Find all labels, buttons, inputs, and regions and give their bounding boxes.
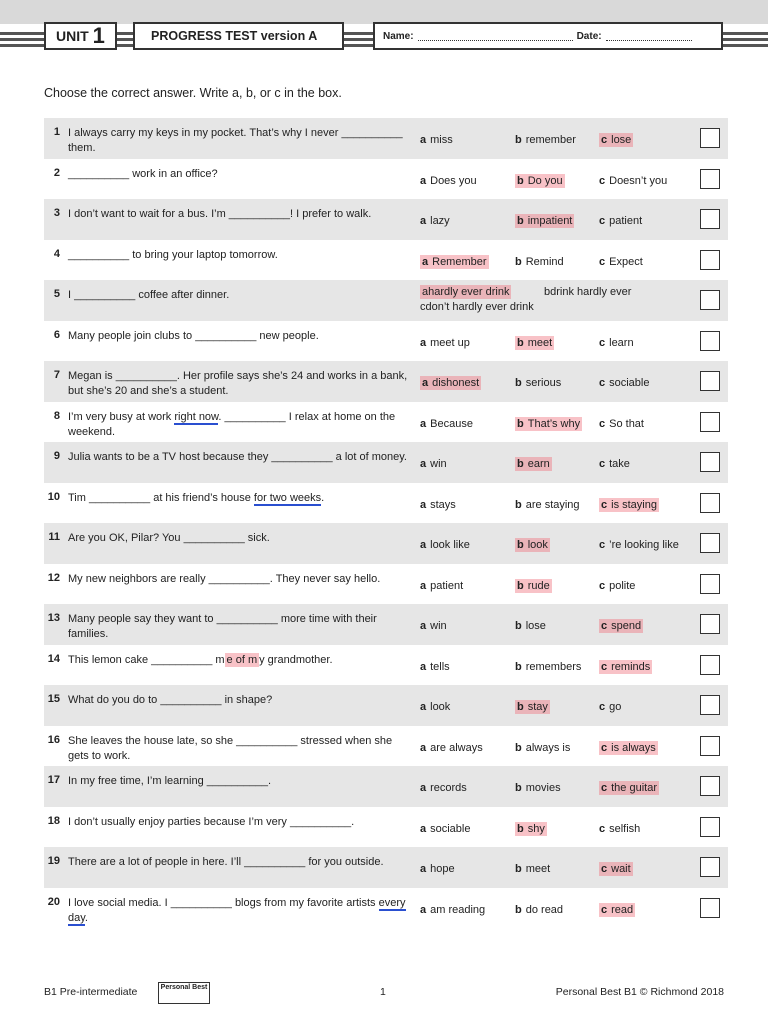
option-b[interactable]: b always is <box>515 741 571 754</box>
question-text-part: This lemon cake __________ m <box>68 653 225 666</box>
name-date-box <box>373 22 723 50</box>
option-c[interactable]: c Doesn’t you <box>599 174 668 187</box>
answer-box[interactable] <box>700 452 720 472</box>
question-number: 20 <box>47 895 60 908</box>
unit-box <box>44 22 117 50</box>
answer-box[interactable] <box>700 169 720 189</box>
option-a[interactable]: a am reading <box>420 903 486 916</box>
option-a[interactable]: a look like <box>420 539 470 551</box>
option-b[interactable]: b meet <box>515 863 551 875</box>
date-field[interactable] <box>606 32 692 41</box>
option-b[interactable]: b serious <box>515 377 562 389</box>
question-number: 15 <box>47 693 60 705</box>
option-b[interactable]: b look <box>517 539 548 551</box>
answer-box[interactable] <box>700 493 720 513</box>
answer-box[interactable] <box>700 857 720 877</box>
answer-box[interactable] <box>700 736 720 756</box>
question-row <box>44 766 728 807</box>
option-c[interactable]: c spend <box>601 620 642 632</box>
question-number: 18 <box>47 814 60 827</box>
answer-box[interactable] <box>700 128 720 148</box>
question-row <box>44 564 728 605</box>
option-c[interactable]: c take <box>599 458 630 470</box>
option-a[interactable]: a Because <box>420 417 473 430</box>
question-number: 11 <box>48 531 60 543</box>
question-text-part: Tim __________ at his friend’s house <box>68 491 254 504</box>
option-b[interactable]: b Remind <box>515 255 564 268</box>
answer-box[interactable] <box>700 290 720 310</box>
option-c[interactable]: c polite <box>599 579 636 592</box>
instructions: Choose the correct answer. Write a, b, or c in the box. <box>44 86 342 100</box>
option-a[interactable]: a stays <box>420 498 456 511</box>
question-row <box>44 726 728 767</box>
option-c[interactable]: c reminds <box>601 660 651 673</box>
question-list <box>44 118 728 928</box>
option-c[interactable]: c the guitar <box>601 782 657 794</box>
question-text-part: Many people say they want to __________ more time with their families. <box>68 613 377 640</box>
question-row <box>44 280 728 321</box>
question-row <box>44 847 728 888</box>
answer-box[interactable] <box>700 614 720 634</box>
personal-best-logo: Personal Best <box>158 982 210 1004</box>
question-text-part: I’m very busy at work <box>68 410 175 423</box>
question-text-part: She leaves the house late, so she __________ stressed when she gets to work. <box>68 734 393 762</box>
option-b[interactable]: b remember <box>515 134 576 146</box>
option-b[interactable]: b shy <box>517 822 545 835</box>
option-c[interactable]: c selfish <box>599 822 641 835</box>
question-number: 19 <box>47 855 60 867</box>
question-text <box>68 774 413 789</box>
option-c[interactable]: c wait <box>601 863 631 875</box>
question-text-part: . __________ I relax at home on the weekend. <box>68 410 396 438</box>
answer-box[interactable] <box>700 371 720 391</box>
answer-box[interactable] <box>700 574 720 594</box>
underlined-phrase: every day <box>68 896 406 924</box>
question-number: 2 <box>53 166 60 179</box>
question-number: 4 <box>53 247 60 260</box>
question-number: 17 <box>47 774 60 786</box>
option-a[interactable]: a hope <box>420 863 455 875</box>
option-b[interactable]: b Do you <box>517 174 563 187</box>
answer-box[interactable] <box>700 776 720 796</box>
question-text-part: What do you do to __________ in shape? <box>68 694 273 706</box>
question-text-part: I always carry my keys in my pocket. That’s why I never __________ them. <box>68 127 403 154</box>
question-text-part: Many people join clubs to __________ new people. <box>68 329 319 342</box>
unit-number: 1 <box>92 23 105 48</box>
option-a[interactable]: a records <box>420 782 467 794</box>
option-a[interactable]: a dishonest <box>422 377 480 389</box>
question-row <box>44 402 728 443</box>
option-b[interactable]: b lose <box>515 620 546 632</box>
question-row <box>44 159 728 200</box>
question-row <box>44 888 728 929</box>
unit-label: UNIT <box>56 28 89 44</box>
option-a[interactable]: a miss <box>420 134 453 146</box>
question-row <box>44 604 728 645</box>
question-text-part: __________ to bring your laptop tomorrow. <box>68 248 278 261</box>
option-b[interactable]: b do read <box>515 903 564 916</box>
option-b[interactable]: b stay <box>517 701 548 713</box>
option-b[interactable]: bdrink hardly ever <box>544 286 632 298</box>
question-number: 10 <box>47 490 60 503</box>
answer-box[interactable] <box>700 898 720 918</box>
question-text-part: My new neighbors are really __________. They never say hello. <box>68 572 381 585</box>
option-a[interactable]: a lazy <box>420 215 450 227</box>
question-text-part: I don’t usually enjoy parties because I’m very __________. <box>68 815 355 828</box>
option-a[interactable]: a meet up <box>420 336 470 349</box>
question-number: 6 <box>53 328 60 341</box>
question-number: 5 <box>53 288 60 300</box>
question-row <box>44 199 728 240</box>
option-b[interactable]: b movies <box>515 782 561 794</box>
question-number: 16 <box>47 733 60 746</box>
question-text-part: . <box>84 911 88 924</box>
option-b[interactable]: b are staying <box>515 498 580 511</box>
question-text <box>68 167 413 182</box>
option-c[interactable]: c is always <box>601 741 656 754</box>
question-text <box>68 693 413 708</box>
answer-box[interactable] <box>700 412 720 432</box>
answer-box[interactable] <box>700 250 720 270</box>
question-text-part: __________ work in an office? <box>68 167 218 180</box>
question-number: 9 <box>53 450 60 462</box>
option-c[interactable]: c go <box>599 701 622 713</box>
question-text-part: . <box>321 491 325 504</box>
answer-box[interactable] <box>700 331 720 351</box>
question-text <box>68 410 413 440</box>
option-c[interactable]: c Expect <box>599 255 643 268</box>
option-b[interactable]: b remembers <box>515 660 582 673</box>
question-text <box>68 491 413 506</box>
question-text <box>68 369 413 399</box>
option-b[interactable]: b rude <box>517 579 550 592</box>
underlined-phrase: right now <box>174 410 219 423</box>
question-row <box>44 685 728 726</box>
question-row <box>44 361 728 402</box>
option-a[interactable]: a tells <box>420 660 450 673</box>
question-text-part: Megan is __________. Her profile says she’s 24 and works in a bank, but she’s 20 and she’s a student. <box>68 370 408 397</box>
question-text-part: I love social media. I __________ blogs from my favorite artists <box>68 896 379 909</box>
copyright: Personal Best B1 © Richmond 2018 <box>555 986 724 998</box>
option-a[interactable]: ahardly ever drink <box>422 286 510 298</box>
question-number: 14 <box>47 652 60 665</box>
question-text <box>68 855 413 870</box>
test-title: PROGRESS TEST version A <box>133 22 344 50</box>
underlined-phrase: for two weeks <box>253 491 322 504</box>
question-row <box>44 807 728 848</box>
option-a[interactable]: a Does you <box>420 174 477 187</box>
highlighted-phrase: e of m <box>226 653 258 666</box>
page-number: 1 <box>380 986 386 998</box>
option-c[interactable]: c ’re looking like <box>599 539 679 551</box>
option-b[interactable]: b earn <box>517 458 550 470</box>
option-a[interactable]: a are always <box>420 741 483 754</box>
answer-box[interactable] <box>700 209 720 229</box>
question-text <box>68 815 413 830</box>
answer-box[interactable] <box>700 655 720 675</box>
question-number: 8 <box>53 409 60 422</box>
question-text-part: I __________ coffee after dinner. <box>68 289 230 301</box>
question-row <box>44 523 728 564</box>
question-row <box>44 240 728 281</box>
question-text-part: Julia wants to be a TV host because they __________ a lot of money. <box>68 451 407 463</box>
question-text <box>68 450 413 465</box>
question-text <box>68 612 413 642</box>
question-row <box>44 442 728 483</box>
question-text <box>68 896 413 926</box>
question-text-part: In my free time, I’m learning __________. <box>68 775 272 787</box>
option-a[interactable]: a win <box>420 458 447 470</box>
question-text <box>68 248 413 263</box>
option-b[interactable]: b impatient <box>517 215 573 227</box>
option-a[interactable]: a look <box>420 701 451 713</box>
question-number: 12 <box>47 571 60 584</box>
option-c[interactable]: c patient <box>599 215 643 227</box>
option-b[interactable]: b That’s why <box>517 417 581 430</box>
question-text <box>68 207 413 222</box>
question-text-part: I don’t want to wait for a bus. I’m __________! I prefer to walk. <box>68 208 372 220</box>
option-a[interactable]: a patient <box>420 579 464 592</box>
question-text <box>68 288 413 303</box>
question-text-part: There are a lot of people in here. I’ll __________ for you outside. <box>68 856 384 868</box>
answer-box[interactable] <box>700 817 720 837</box>
answer-box[interactable] <box>700 533 720 553</box>
question-row <box>44 645 728 686</box>
date-label: Date: <box>576 30 602 42</box>
question-number: 13 <box>47 612 60 624</box>
question-text <box>68 734 413 764</box>
question-text <box>68 126 413 156</box>
question-number: 7 <box>53 369 60 381</box>
footer-level: B1 Pre-intermediate <box>44 986 138 998</box>
option-c[interactable]: c lose <box>601 134 632 146</box>
question-number: 3 <box>53 207 60 219</box>
question-text <box>68 329 413 344</box>
option-a[interactable]: a Remember <box>422 255 487 268</box>
answer-box[interactable] <box>700 695 720 715</box>
name-field[interactable] <box>418 32 573 41</box>
question-text-part: Are you OK, Pilar? You __________ sick. <box>68 532 270 544</box>
header-band <box>0 0 768 24</box>
question-text-part: y grandmother. <box>259 653 333 666</box>
option-c[interactable]: c is staying <box>601 498 657 511</box>
option-c[interactable]: c So that <box>599 417 644 430</box>
name-label: Name: <box>383 30 414 42</box>
question-row <box>44 118 728 159</box>
option-a[interactable]: a sociable <box>420 822 471 835</box>
option-a[interactable]: a win <box>420 620 447 632</box>
question-row <box>44 321 728 362</box>
option-c[interactable]: cdon’t hardly ever drink <box>420 301 534 313</box>
option-c[interactable]: c read <box>601 903 634 916</box>
question-text <box>68 572 413 587</box>
option-c[interactable]: c learn <box>599 336 634 349</box>
option-b[interactable]: b meet <box>517 336 553 349</box>
question-row <box>44 483 728 524</box>
option-c[interactable]: c sociable <box>599 377 650 389</box>
question-text <box>68 531 413 546</box>
question-number: 1 <box>53 126 60 138</box>
question-text <box>68 653 413 668</box>
